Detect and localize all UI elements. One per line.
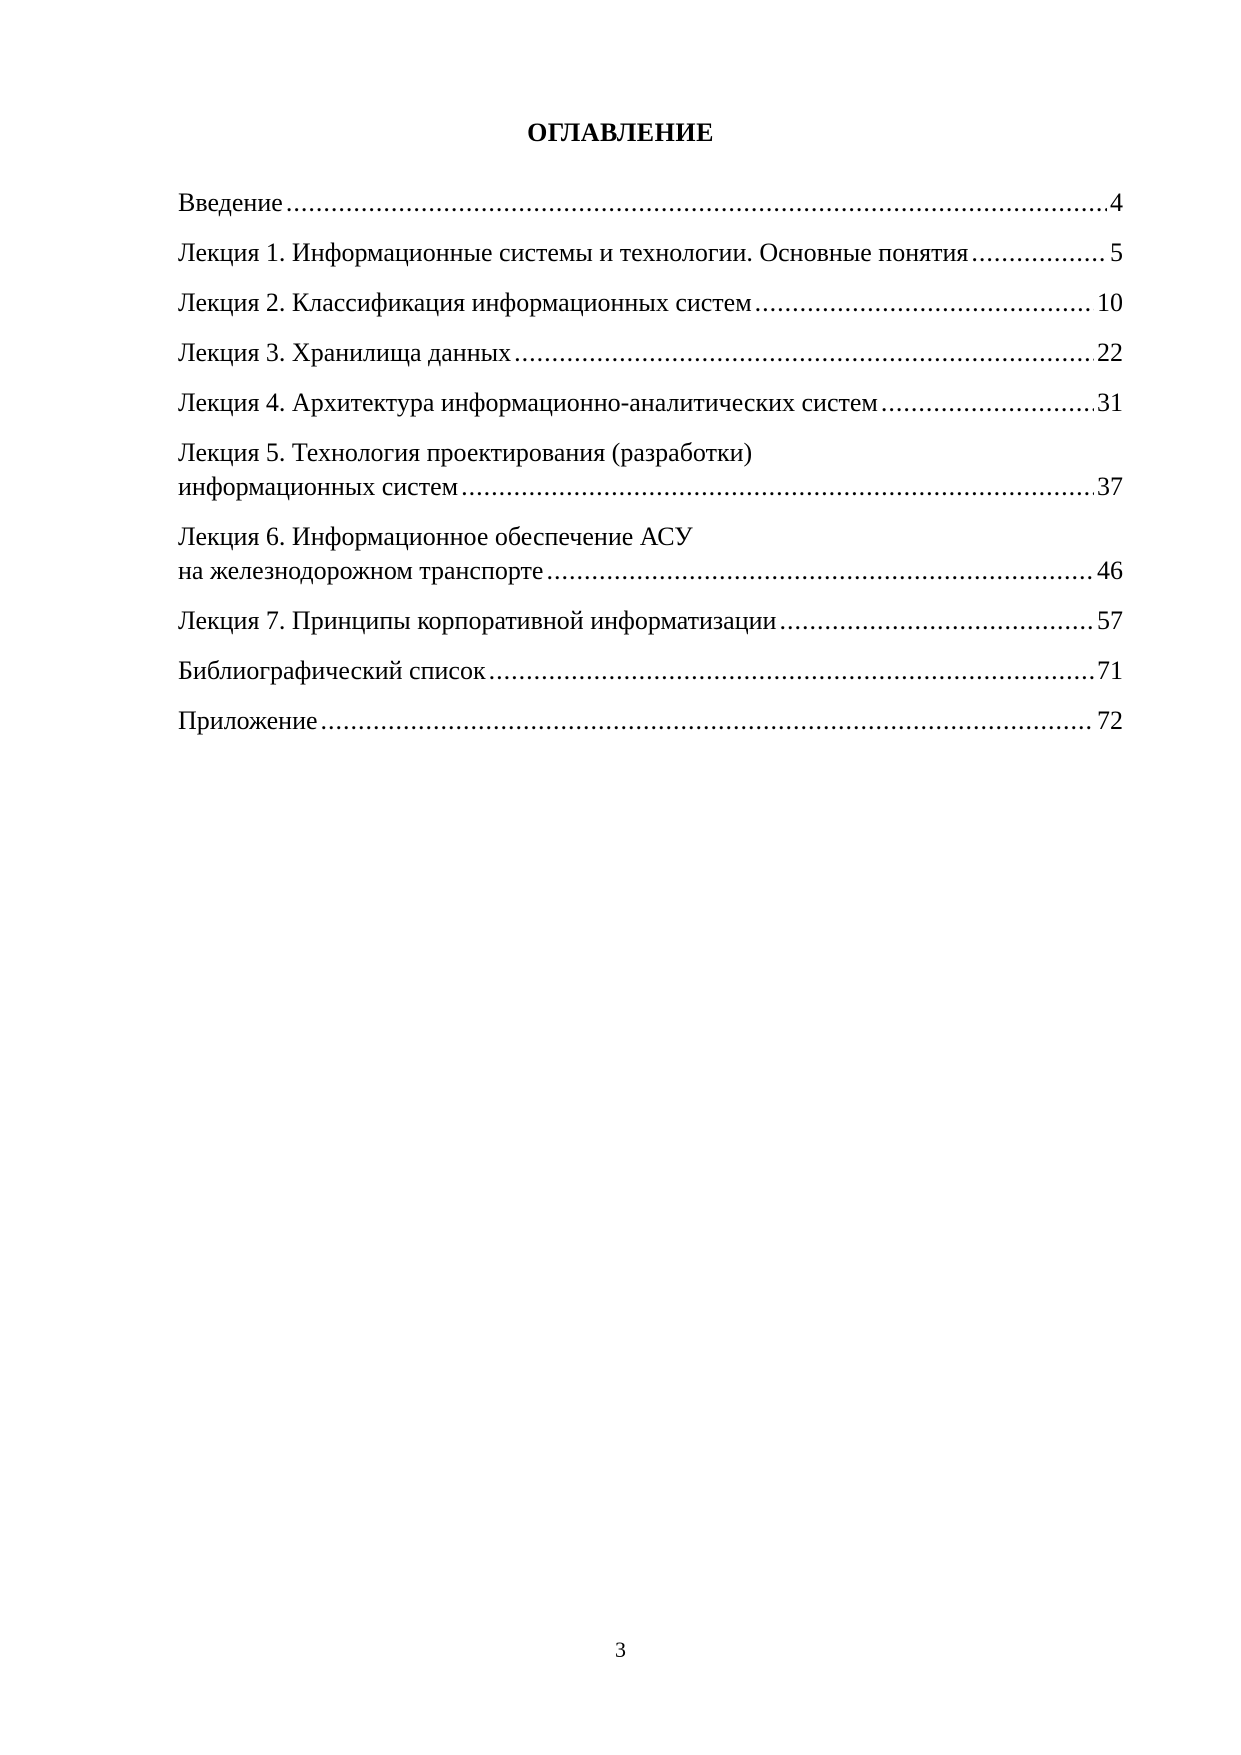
toc-entry-title-line1: Лекция 6. Информационное обеспечение АСУ — [178, 522, 693, 551]
dot-leader — [514, 336, 1094, 370]
toc-entry-title: Лекция 1. Информационные системы и технологии. Основные понятия — [178, 238, 969, 267]
toc-entry-title: Лекция 2. Классификация информационных систем — [178, 288, 752, 317]
dot-leader — [971, 236, 1107, 270]
dot-leader — [461, 470, 1094, 504]
toc-entry-page: 72 — [1097, 706, 1123, 735]
dot-leader — [779, 604, 1094, 638]
toc-entry-title-line1: Лекция 5. Технология проектирования (разработки) — [178, 438, 753, 467]
toc-entry-lecture-2[interactable] — [178, 286, 1123, 320]
toc-entry-title: Введение — [178, 188, 283, 217]
dot-leader — [321, 704, 1094, 738]
toc-entry-title: Лекция 3. Хранилища данных — [178, 338, 512, 367]
toc-entry-lecture-3[interactable] — [178, 336, 1123, 370]
toc-entry-page: 46 — [1097, 556, 1123, 585]
toc-entry-lecture-6[interactable] — [178, 520, 1123, 588]
toc-entry-lecture-1[interactable] — [178, 236, 1123, 270]
toc-entry-title: Лекция 7. Принципы корпоративной информатизации — [178, 606, 777, 635]
dot-leader — [881, 386, 1094, 420]
toc-entry-lecture-5[interactable] — [178, 436, 1123, 504]
toc-entry-page: 37 — [1097, 472, 1123, 501]
toc-entry-page: 4 — [1110, 188, 1123, 217]
page-title: ОГЛАВЛЕНИЕ — [527, 118, 714, 147]
toc-entry-page: 5 — [1110, 238, 1123, 267]
toc-entry-page: 22 — [1097, 338, 1123, 367]
table-of-contents — [178, 186, 1123, 738]
toc-entry-bibliography[interactable] — [178, 654, 1123, 688]
toc-entry-title: информационных систем — [178, 472, 459, 501]
toc-entry-page: 57 — [1097, 606, 1123, 635]
dot-leader — [755, 286, 1094, 320]
toc-entry-appendix[interactable] — [178, 704, 1123, 738]
toc-entry-lecture-7[interactable] — [178, 604, 1123, 638]
toc-entry-page: 71 — [1097, 656, 1123, 685]
toc-entry-page: 31 — [1097, 388, 1123, 417]
toc-entry-page: 10 — [1097, 288, 1123, 317]
page-number: 3 — [615, 1637, 626, 1662]
toc-entry-title: на железнодорожном транспорте — [178, 556, 544, 585]
dot-leader — [546, 554, 1094, 588]
toc-entry-lecture-4[interactable] — [178, 386, 1123, 420]
dot-leader — [489, 654, 1094, 688]
toc-entry-title: Лекция 4. Архитектура информационно-аналитических систем — [178, 388, 878, 417]
toc-entry-title: Библиографический список — [178, 656, 486, 685]
dot-leader — [286, 186, 1107, 220]
toc-entry-introduction[interactable] — [178, 186, 1123, 220]
toc-entry-title: Приложение — [178, 706, 318, 735]
